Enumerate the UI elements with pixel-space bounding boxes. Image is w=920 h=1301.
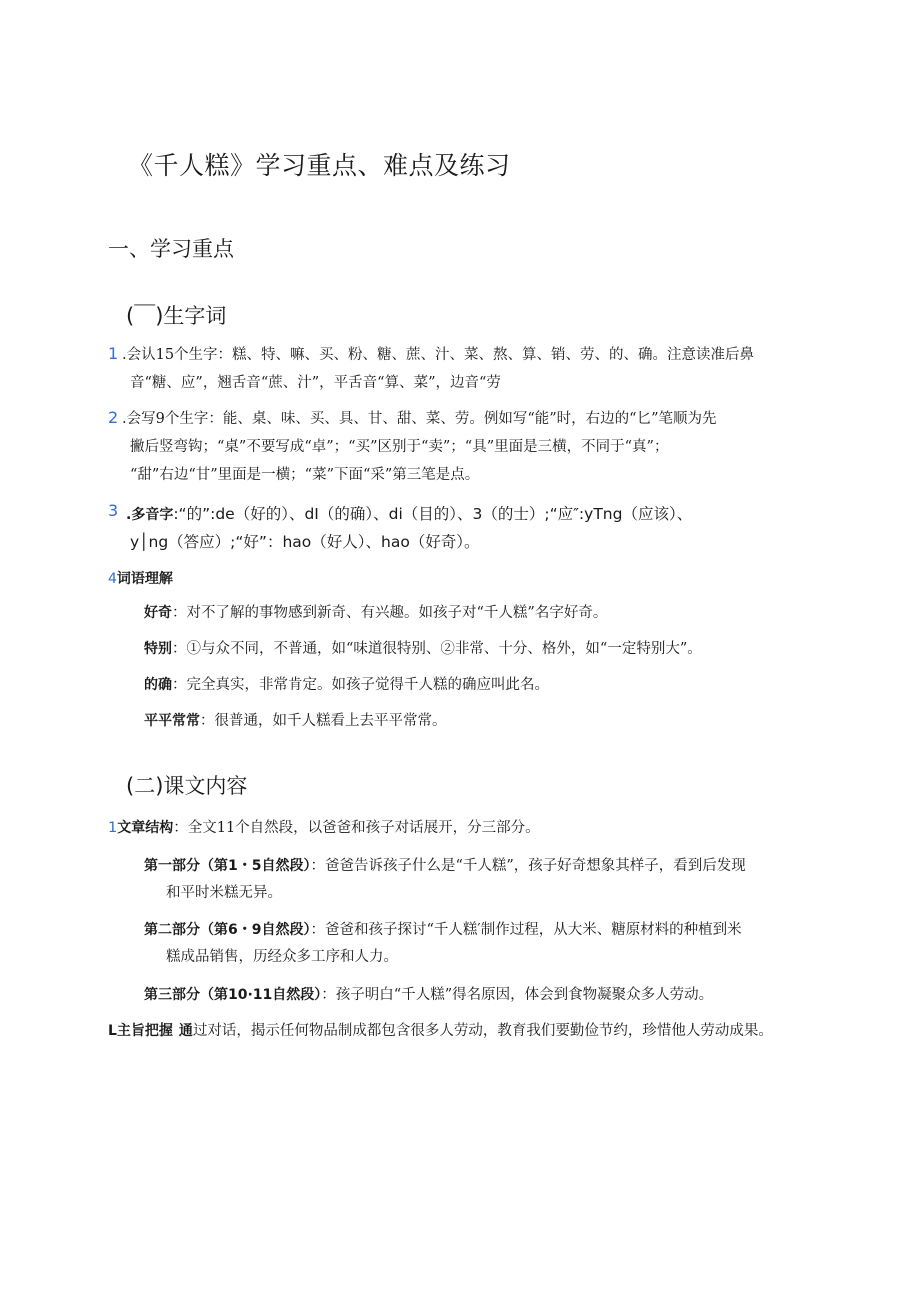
item3-line2: y│ng（答应）;“好”：hao（好人）、hao（好奇）。 [130,533,480,551]
part2-line1 [144,920,742,940]
vocab-label: 词语理解 [116,571,173,587]
vocab-term: 特别 [144,641,172,657]
part-label: 第三部分（第10∙11自然段） [144,987,322,1003]
section-heading-study-focus: 一、学习重点 [108,237,234,261]
vocab-entry [144,639,702,659]
item3-line1 [126,502,692,524]
list-number: 4 [108,571,117,587]
polyphone-text: :“的”:de（好的）、dI（的确）、di（目的）、3（的士）;“应″:yTng（应该）、 [173,505,693,523]
subsection-heading-new-words: (￣)生字词 [126,304,227,328]
theme-text: 过对话，揭示任何物品制成都包含很多人劳动，教育我们要勤俭节约，珍惜他人劳动成果。 [192,1023,773,1039]
vocab-definition: ：很普通，如千人糕看上去平平常常。 [200,713,447,729]
part-text: ：爸爸和孩子探讨“千人糕′制作过程，从大米、糖原材料的种植到米 [310,922,742,938]
part2-line2: 糕成品销售，历经众多工序和人力。 [166,949,398,965]
vocab-term: 好奇 [144,605,172,621]
structure-text: ：全文11个自然段，以爸爸和孩子对话展开，分三部分。 [173,820,540,836]
part-text: ：爸爸告诉孩子什么是“千人糕”，孩子好奇想象其样子，看到后发现 [310,858,746,874]
theme-label: L主旨把握 [108,1023,173,1039]
vocab-definition: ：①与众不同，不普通，如“味道很特别、②非常、十分、格外，如“一定特别大”。 [172,641,702,657]
item2-line3: “甜”右边“甘”里面是一横；“菜”下面“采”第三笔是点。 [130,467,480,483]
vocab-entry [144,675,549,695]
vocab-definition: ：完全真实，非常肯定。如孩子觉得千人糕的确应叫此名。 [172,677,549,693]
part1-line2: 和平时米糕无异。 [166,885,282,901]
polyphone-label: .多音字 [126,507,174,523]
vocab-heading [108,568,173,588]
structure-line [108,818,540,838]
theme-bold-tail: 通 [178,1023,193,1039]
item1-line2: 音“糖、应”，翘舌音“蔗、汁”，平舌音“算、菜”，边音“劳 [130,375,501,391]
vocab-term: 平平常常 [144,713,200,729]
list-number: 1 [108,344,119,363]
list-number: 1 [108,820,118,836]
part3-line1 [144,985,713,1005]
vocab-term: 的确 [144,677,172,693]
part-label: 第一部分（第1・5自然段） [144,858,311,874]
vocab-entry [144,711,447,731]
part-label: 第二部分（第6・9自然段） [144,922,311,938]
page-title: 《千人糕》学习重点、难点及练习 [128,151,511,180]
item2-line2: 撇后竖弯钩；“桌”不要写成“卓”；“买”区别于“卖”；“具”里面是三横，不同于“真”； [130,439,669,455]
part-text: ：孩子明白“千人糕”得名原因，体会到食物凝聚众多人劳动。 [321,987,714,1003]
structure-label: 文章结构 [117,820,174,836]
list-number: 3 [108,501,119,520]
item2-line1: .会写9个生字：能、桌、味、买、具、甘、甜、菜、劳。例如写“能”时，右边的“匕”笔顺为先 [122,411,717,427]
vocab-definition: ：对不了解的事物感到新奇、有兴趣。如孩子对“千人糕”名字好奇。 [172,605,608,621]
theme-line [108,1021,773,1041]
part1-line1 [144,856,746,876]
vocab-entry [144,603,607,623]
list-number: 2 [108,408,119,427]
item1-line1: .会认15个生字：糕、特、嘛、买、粉、糖、蔗、汁、菜、熬、算、销、劳、的、确。注意读准后鼻 [122,347,755,363]
subsection-heading-text-content: (二)课文内容 [126,774,248,798]
